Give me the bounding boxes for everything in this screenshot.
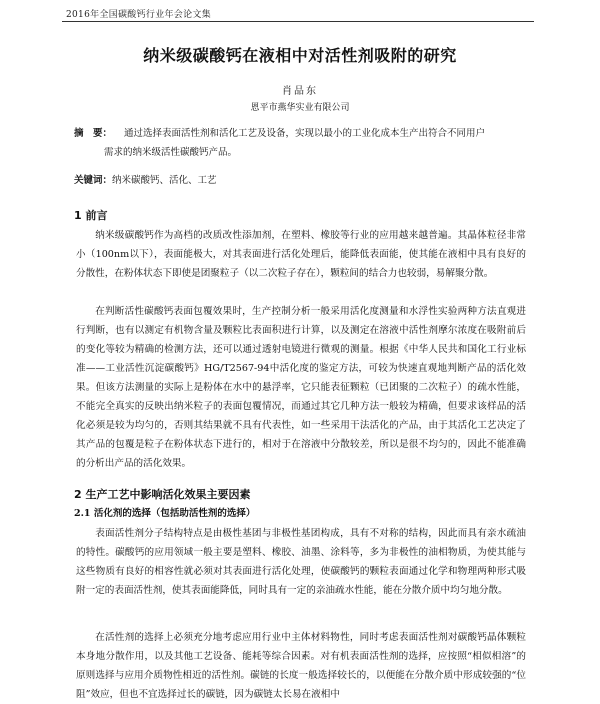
- section-2-1-heading: 2.1 活化剂的选择（包括助活性剂的选择）: [74, 508, 256, 519]
- section-1-paragraph-2: 在判断活性碳酸钙表面包覆效果时，生产控制分析一般采用活化度测量和水浮性实验两种方法直观进行判断，也有以测定有机物含量及颗粒比表面积进行计算，以及测定在溶液中活性剂摩尔浓度在吸附前后的变化等较为精确的检测方法，还可以通过透射电镜进行微观的测量。根据《中华人民共和国化工行业标准——工业活性沉淀碳酸钙》HG/T2567-94中活化度的鉴定方法，可较为快速直观地判断产品的活化效果。但该方法测量的实际上是粉体在水中的悬浮率，它只能表征颗粒（已团聚的二次粒子）的疏水性能，不能完全真实的反映出纳米粒子的表面包覆情况，而通过其它几种方法一般较为精确，但要求该样品的活化必须是较为均匀的，否则其结果就不具有代表性，如一些采用干法活化的产品，由于其活化工艺决定了其产品的包覆是粒子在粉体状态下进行的，相对于在溶液中分散较差，所以是很不均匀的，因此不能准确的分析出产品的活化效果。: [76, 306, 526, 469]
- abstract: [74, 124, 526, 162]
- section-1-heading: 1 前言: [74, 209, 108, 222]
- section-1-paragraph-1: 纳米级碳酸钙作为高档的改质改性添加剂，在塑料、橡胶等行业的应用越来越普遍。其晶体粒径非常小（100nm以下），表面能极大，对其表面进行活化处理后，能降低表面能，使其能在液相中具有良好的分散性，在粉体状态下即使是团聚粒子（以二次粒子存在），颗粒间的结合力也较弱，易解聚分散。: [76, 230, 526, 279]
- header-rule: [62, 21, 534, 22]
- section-2-heading: 2 生产工艺中影响活化效果主要因素: [74, 488, 251, 501]
- section-2-paragraph-1: 表面活性剂分子结构特点是由极性基团与非极性基团构成，具有不对称的结构，因此而具有亲水疏油的特性。碳酸钙的应用领域一般主要是塑料、橡胶、油墨、涂料等，多为非极性的油相物质，为使其能与这些物质有良好的相容性就必须对其表面进行活化处理，使碳酸钙的颗粒表面通过化学和物理两种形式吸附一定的表面活性剂，使其表面能降低，同时具有一定的亲油疏水性能，能在分散介质中均匀地分散。: [76, 528, 526, 596]
- keywords: [74, 172, 526, 186]
- paper-title: 纳米级碳酸钙在液相中对活性剂吸附的研究: [143, 46, 457, 65]
- affiliation: 恩平市燕华实业有限公司: [250, 103, 350, 113]
- section-2-paragraph-2: 在活性剂的选择上必须充分地考虑应用行业中主体材料物性，同时考虑表面活性剂对碳酸钙晶体颗粒本身地分散作用，以及其他工艺设备、能耗等综合因素。对有机表面活性剂的选择，应按照“相似相溶”的原则选择与应用介质物性相近的活性剂。碳链的长度一般选择较长的，以便能在分散介质中形成较强的“位阻”效应，但也不宜选择过长的碳链，因为碳链太长易在液相中: [76, 632, 526, 700]
- keywords-label: 关键词：: [74, 175, 113, 186]
- author-name: 肖品东: [282, 86, 318, 97]
- abstract-text-2: 需求的纳米级活性碳酸钙产品。: [104, 147, 238, 158]
- abstract-label: 摘 要：: [74, 128, 113, 139]
- keywords-text: 纳米碳酸钙、活化、工艺: [112, 175, 217, 186]
- abstract-text-1: 通过选择表面活性剂和活化工艺及设备，实现以最小的工业化成本生产出符合不同用户: [124, 128, 486, 139]
- abstract-line-1: [74, 124, 526, 143]
- running-header: 2016年全国碳酸钙行业年会论文集: [66, 10, 212, 20]
